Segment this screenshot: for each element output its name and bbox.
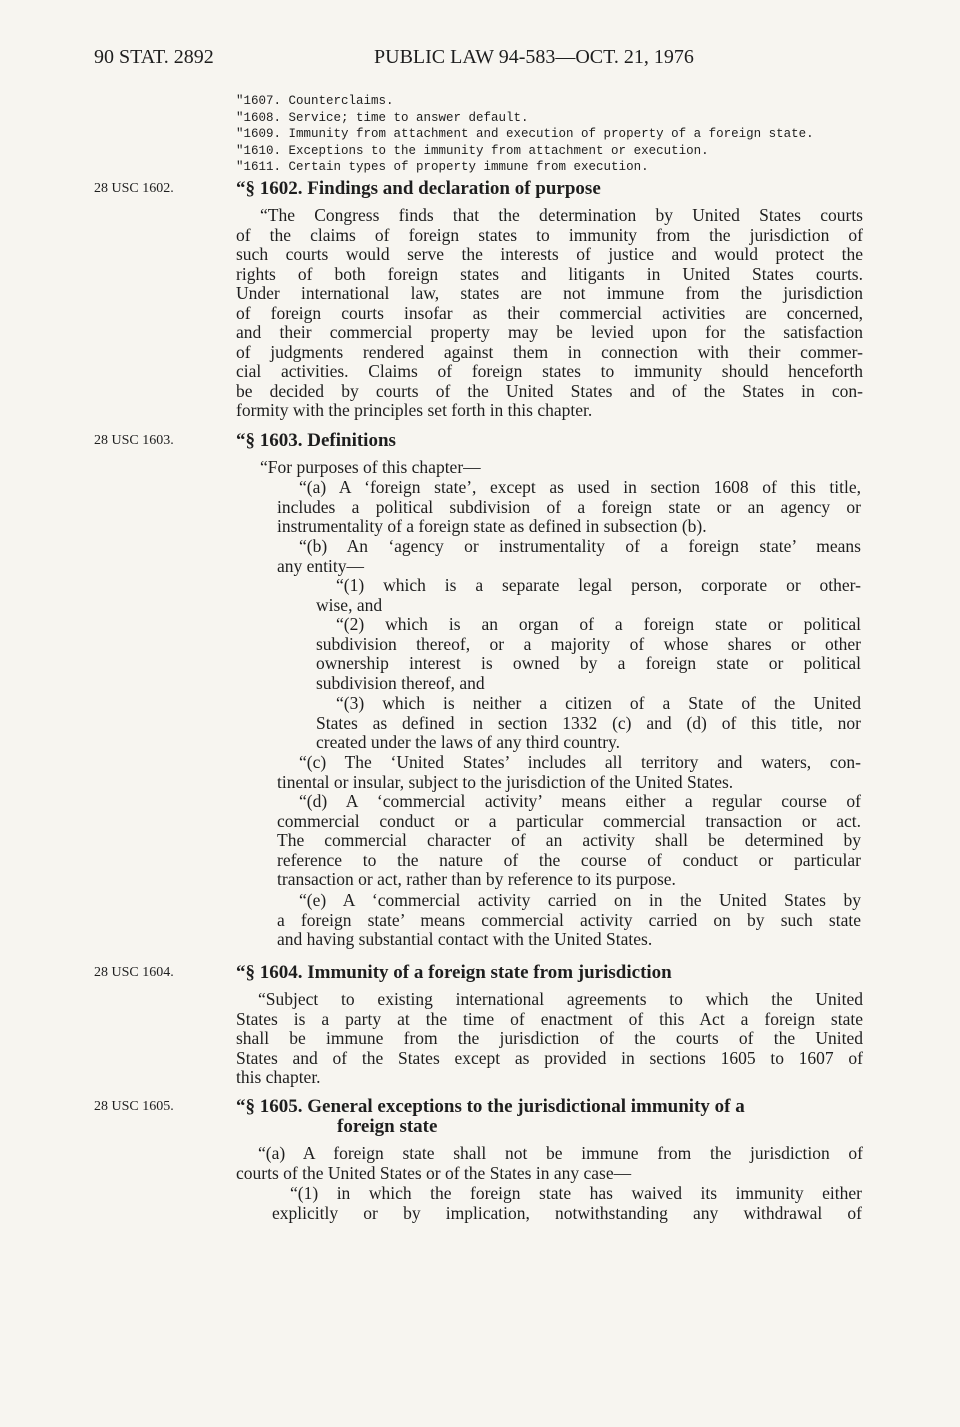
text-line: commercial conduct or a particular commercial transaction or act. — [277, 810, 861, 831]
text-line: transaction or act, rather than by reference to its purpose. — [277, 869, 676, 889]
section-1605-heading: “§ 1605. General exceptions to the jurisdictional immunity of a — [236, 1096, 745, 1117]
text-line: created under the laws of any third country. — [316, 732, 621, 752]
text-line: cial activities. Claims of foreign states to immunity should henceforth — [236, 361, 863, 381]
text-line: formity with the principles set forth in this chapter. — [236, 400, 593, 420]
toc-entry: "1610. Exceptions to the immunity from attachment or execution. — [236, 143, 709, 158]
text-line: courts of the United States or of the States in any case— — [236, 1162, 632, 1183]
text-line: “(b) An ‘agency or instrumentality of a foreign state’ means — [299, 536, 861, 556]
chapter-section-list — [236, 93, 876, 176]
text-line: “(1) which is a separate legal person, corporate or other- — [336, 575, 861, 595]
section-1605-paragraph-a1 — [272, 1184, 862, 1223]
text-line: of the claims of foreign states to immunity from the jurisdiction of — [236, 224, 863, 245]
text-line: “(1) in which the foreign state has waived its immunity either — [290, 1183, 862, 1203]
text-line: and having substantial contact with the United States. — [277, 929, 653, 949]
paragraph-b3 — [316, 694, 861, 753]
section-1602-body — [236, 206, 863, 421]
text-line: States is a party at the time of enactment of this Act a foreign state — [236, 1008, 863, 1029]
text-line: “The Congress finds that the determination by United States courts — [260, 205, 863, 225]
subsection-c — [277, 753, 861, 792]
text-line: “(d) A ‘commercial activity’ means either a regular course of — [299, 791, 861, 811]
margin-citation-1604: 28 USC 1604. — [94, 965, 174, 980]
text-line: such courts would serve the interests of justice and would protect the — [236, 244, 863, 264]
text-line: reference to the nature of the course of conduct or particular — [277, 849, 861, 870]
paragraph-b1 — [316, 576, 861, 615]
section-1604-body — [236, 990, 863, 1088]
text-line: Under international law, states are not immune from the jurisdiction — [236, 283, 863, 303]
text-line: “(a) A ‘foreign state’, except as used in section 1608 of this title, — [299, 477, 861, 497]
margin-citation-1602: 28 USC 1602. — [94, 181, 174, 196]
section-1605-heading-cont: foreign state — [337, 1116, 438, 1137]
text-line: and their commercial property may be levied upon for the satisfaction — [236, 322, 863, 342]
text-line: ownership interest is owned by a foreign state or political — [316, 653, 861, 673]
text-line: of foreign courts insofar as their commercial activities are concerned, — [236, 302, 863, 323]
toc-entry: "1611. Certain types of property immune from execution. — [236, 160, 649, 174]
text-line: of judgments rendered against them in connection with their commer- — [236, 341, 863, 362]
text-line: this chapter. — [236, 1067, 321, 1087]
text-line: be decided by courts of the United States and of the States in con- — [236, 380, 863, 401]
text-line: “(c) The ‘United States’ includes all territory and waters, con- — [299, 752, 861, 772]
text-line: tinental or insular, subject to the jurisdiction of the United States. — [277, 771, 734, 792]
text-line: includes a political subdivision of a foreign state or an agency or — [277, 496, 861, 517]
text-line: rights of both foreign states and litigants in United States courts. — [236, 263, 863, 284]
subsection-e — [277, 891, 861, 950]
text-line: States as defined in section 1332 (c) and (d) of this title, nor — [316, 712, 861, 733]
text-line: “(e) A ‘commercial activity carried on in the United States by — [299, 890, 861, 910]
subsection-d — [277, 792, 861, 890]
text-line: a foreign state’ means commercial activity carried on by such state — [277, 909, 861, 930]
text-line: States and of the States except as provided in sections 1605 to 1607 of — [236, 1047, 863, 1068]
subsection-b — [277, 537, 861, 576]
page-header — [94, 46, 864, 76]
text-line: wise, and — [316, 594, 383, 615]
text-line: instrumentality of a foreign state as defined in subsection (b). — [277, 516, 707, 536]
text-line: “(3) which is neither a citizen of a State of the United — [336, 693, 861, 713]
toc-entry: "1609. Immunity from attachment and execution of property of a foreign state. — [236, 127, 814, 141]
public-law-citation: PUBLIC LAW 94-583—OCT. 21, 1976 — [374, 46, 694, 68]
text-line: “(2) which is an organ of a foreign state or political — [336, 614, 861, 634]
section-1604-heading: “§ 1604. Immunity of a foreign state from jurisdiction — [236, 962, 672, 983]
text-line: subdivision thereof, and — [316, 672, 485, 693]
text-line: shall be immune from the jurisdiction of the courts of the United — [236, 1028, 863, 1048]
toc-entry: "1607. Counterclaims. — [236, 94, 394, 108]
text-line: any entity— — [277, 555, 364, 576]
text-line: “Subject to existing international agreements to which the United — [258, 989, 863, 1009]
subsection-a — [277, 478, 861, 537]
section-1602-heading: “§ 1602. Findings and declaration of purpose — [236, 178, 601, 199]
text-line: subdivision thereof, or a majority of whose shares or other — [316, 633, 861, 654]
text-line: “For purposes of this chapter— — [260, 457, 481, 477]
margin-citation-1605: 28 USC 1605. — [94, 1099, 174, 1114]
section-1603-heading: “§ 1603. Definitions — [236, 430, 396, 451]
paragraph-b2 — [316, 615, 861, 693]
statute-page-number: 90 STAT. 2892 — [94, 46, 214, 68]
toc-entry: "1608. Service; time to answer default. — [236, 110, 529, 125]
text-line: explicitly or by implication, notwithstanding any withdrawal of — [272, 1202, 862, 1223]
text-line: “(a) A foreign state shall not be immune from the jurisdiction of — [258, 1143, 863, 1163]
text-line: The commercial character of an activity shall be determined by — [277, 830, 861, 850]
margin-citation-1603: 28 USC 1603. — [94, 433, 174, 448]
section-1605-subsection-a — [236, 1144, 863, 1183]
section-1603-intro — [260, 458, 860, 478]
